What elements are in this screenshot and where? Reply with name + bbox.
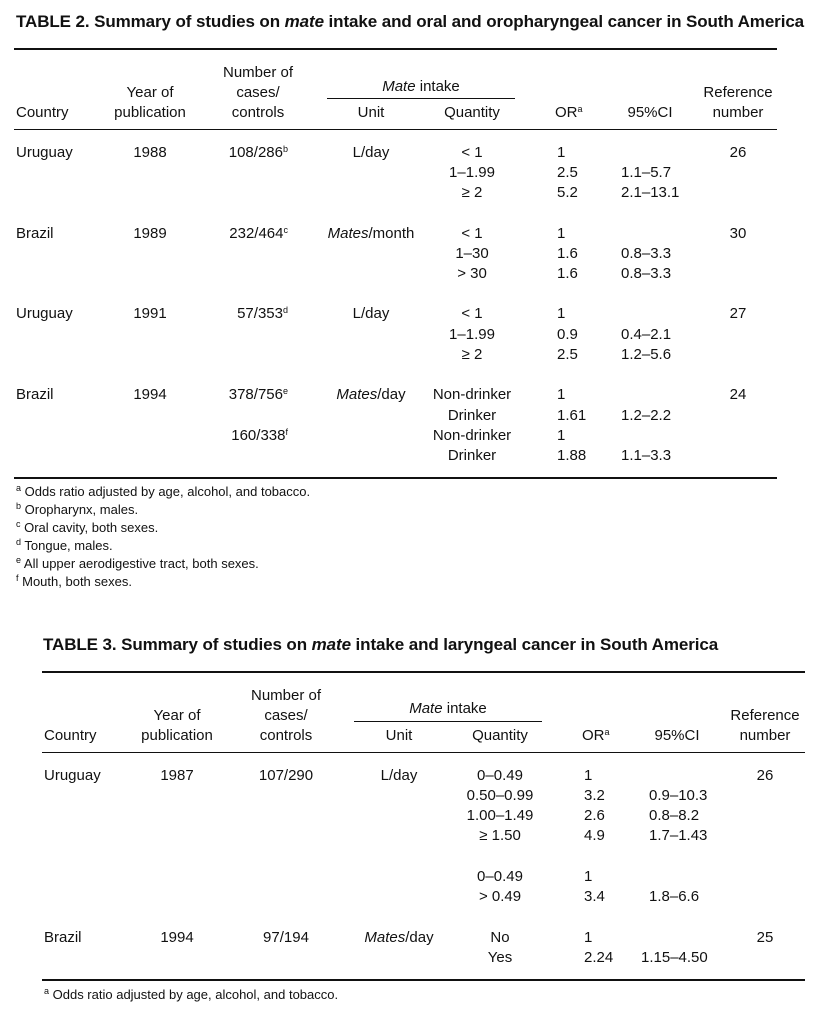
table2-top-rule (14, 48, 777, 50)
t3-row1-quantity: 0.50–0.99 (466, 787, 534, 804)
t3-row1-quantity-alt: 0–0.49 (477, 868, 523, 885)
t2-row3-ci: 0.4–2.1 (621, 326, 672, 343)
t2-row2-ci: 0.8–3.3 (621, 245, 672, 262)
t2-row3-ci: 1.2–5.6 (621, 346, 672, 363)
t2-row2-quantity: > 30 (457, 265, 487, 282)
t2-row3-or: 2.5 (557, 346, 578, 363)
t2-row1-ci: 2.1–13.1 (621, 184, 680, 201)
t3-row2-or: 2.24 (584, 949, 614, 966)
t3-header-ci: 95%CI (654, 727, 700, 744)
t3-row2-country: Brazil (44, 929, 82, 946)
t2-row4-or: 1.88 (557, 447, 587, 464)
t2-row4-quantity: Non-drinker (432, 386, 512, 403)
t2-header-reference-line1: Reference (703, 84, 773, 101)
table2-header-rule (14, 129, 777, 130)
t3-header-reference-line1: Reference (730, 707, 800, 724)
t3-header-number-line1: Number of (250, 687, 322, 704)
t3-header-quantity: Quantity (472, 727, 528, 744)
t2-row4-ci: 1.2–2.2 (621, 407, 672, 424)
t2-row4-unit: Mates/day (336, 386, 406, 403)
t3-row1-cases: 107/290 (258, 767, 314, 784)
t2-header-year-line2: publication (114, 104, 186, 121)
t3-row1-quantity: ≥ 1.50 (479, 827, 521, 844)
t2-header-mate-intake: Mate intake (382, 78, 460, 95)
t3-row1-year: 1987 (160, 767, 194, 784)
t2-row1-or: 2.5 (557, 164, 578, 181)
table2-title: TABLE 2. Summary of studies on mate intake and oral and oropharyngeal cancer in South America (16, 12, 805, 31)
t3-header-mate-intake: Mate intake (409, 700, 487, 717)
t3-row2-ci: 1.15–4.50 (641, 949, 708, 966)
t2-header-number-line3: controls (231, 104, 285, 121)
t3-row1-or: 4.9 (584, 827, 605, 844)
t2-header-ci: 95%CI (627, 104, 673, 121)
t2-row4-reference: 24 (729, 386, 747, 403)
t3-header-number-line2: cases/ (264, 707, 308, 724)
t2-row2-year: 1989 (133, 225, 167, 242)
t3-row1-or: 1 (584, 767, 593, 784)
t3-header-year-line2: publication (141, 727, 213, 744)
t3-row2-quantity: No (490, 929, 510, 946)
t3-row1-or: 3.2 (584, 787, 605, 804)
t2-row3-country: Uruguay (16, 305, 73, 322)
t2-row4-country: Brazil (16, 386, 54, 403)
t3-header-year-line1: Year of (153, 707, 201, 724)
t2-header-unit: Unit (357, 104, 385, 121)
t2-row4-cases: 378/756e (228, 386, 288, 403)
table3-bottom-rule (42, 979, 805, 981)
t3-row1-ci: 0.8–8.2 (649, 807, 700, 824)
t2-row1-or: 5.2 (557, 184, 578, 201)
t2-header-year-line1: Year of (126, 84, 174, 101)
t2-row2-quantity: 1–30 (455, 245, 489, 262)
t2-mate-intake-rule (327, 98, 515, 99)
t2-row4-or: 1 (557, 427, 566, 444)
table3-header-rule (42, 752, 805, 753)
t3-footnote-a: $^a$ Odds ratio adjusted by age, alcohol, and tobacco. (44, 986, 339, 1002)
t2-footnote-d: $^d$ Tongue, males. (16, 537, 113, 553)
t2-header-quantity: Quantity (444, 104, 500, 121)
t2-header-number-line2: cases/ (236, 84, 280, 101)
t3-row1-country: Uruguay (44, 767, 101, 784)
t2-row4-cases-second: 160/338$^f$ (231, 427, 288, 444)
t2-header-reference-line2: number (712, 104, 764, 121)
t2-header-or: $OR^a$ (555, 104, 583, 121)
t2-row1-reference: 26 (729, 144, 747, 161)
t2-row4-quantity: Drinker (447, 407, 497, 424)
t2-row3-quantity: 1–1.99 (449, 326, 495, 343)
t3-row1-unit: L/day (380, 767, 418, 784)
t2-row2-or: 1.6 (557, 245, 578, 262)
table3-title: TABLE 3. Summary of studies on mate intake and laryngeal cancer in South America (43, 635, 719, 654)
t3-row2-unit: Mates/day (364, 929, 434, 946)
t2-row1-or: 1 (557, 144, 566, 161)
t2-header-country: Country (16, 104, 69, 121)
t2-row4-or: 1 (557, 386, 566, 403)
t3-row1-quantity-alt: > 0.49 (478, 888, 522, 905)
t2-row3-cases: 57/353$^d$ (237, 305, 288, 322)
t2-row2-or: 1.6 (557, 265, 578, 282)
t2-footnote-a: $^a$ Odds ratio adjusted by age, alcohol, and tobacco. (16, 483, 311, 499)
t2-row2-quantity: < 1 (461, 225, 483, 242)
t2-header-number-line1: Number of (222, 64, 294, 81)
t2-footnote-e: $^e$ All upper aerodigestive tract, both sexes. (16, 555, 259, 571)
t3-row1-or-alt: 3.4 (584, 888, 605, 905)
t3-row1-ci: 0.9–10.3 (649, 787, 708, 804)
t2-row4-or: 1.61 (557, 407, 587, 424)
t2-row4-quantity: Non-drinker (432, 427, 512, 444)
t2-footnote-c: $^c$ Oral cavity, both sexes. (16, 519, 159, 535)
t2-row3-or: 0.9 (557, 326, 578, 343)
t3-row2-or: 1 (584, 929, 593, 946)
t2-row1-year: 1988 (133, 144, 167, 161)
t2-row2-or: 1 (557, 225, 566, 242)
t2-row2-country: Brazil (16, 225, 54, 242)
t3-row1-quantity: 1.00–1.49 (466, 807, 534, 824)
t3-row1-quantity: 0–0.49 (477, 767, 523, 784)
t2-row1-quantity: ≥ 2 (461, 184, 483, 201)
t2-row3-quantity: < 1 (461, 305, 483, 322)
t2-row3-quantity: ≥ 2 (461, 346, 483, 363)
t2-row2-reference: 30 (729, 225, 747, 242)
t2-row2-unit: Mates/month (327, 225, 415, 242)
t3-row2-cases: 97/194 (263, 929, 309, 946)
t2-row1-ci: 1.1–5.7 (621, 164, 672, 181)
t3-row1-ci: 1.7–1.43 (649, 827, 708, 844)
t2-row4-quantity: Drinker (447, 447, 497, 464)
t3-row2-quantity: Yes (487, 949, 513, 966)
t3-header-number-line3: controls (259, 727, 313, 744)
t2-row3-unit: L/day (352, 305, 390, 322)
t3-header-reference-line2: number (739, 727, 791, 744)
t3-mate-intake-rule (354, 721, 542, 722)
t2-row1-unit: L/day (352, 144, 390, 161)
t2-row3-reference: 27 (729, 305, 747, 322)
t2-row4-ci: 1.1–3.3 (621, 447, 672, 464)
t2-row2-cases: 232/464$^c$ (229, 225, 288, 242)
table3-top-rule (42, 671, 805, 673)
t3-row1-reference: 26 (756, 767, 774, 784)
t2-footnote-b: $^b$ Oropharynx, males. (16, 501, 139, 517)
t2-row1-country: Uruguay (16, 144, 73, 161)
t3-row1-ci-alt: 1.8–6.6 (649, 888, 700, 905)
t2-row3-year: 1991 (133, 305, 167, 322)
t3-row2-reference: 25 (756, 929, 774, 946)
table2-bottom-rule (14, 477, 777, 479)
t3-row1-or-alt: 1 (584, 868, 593, 885)
t3-row1-or: 2.6 (584, 807, 605, 824)
t3-header-country: Country (44, 727, 97, 744)
t2-row1-quantity: < 1 (461, 144, 483, 161)
t3-header-or: $OR^a$ (582, 727, 610, 744)
t2-row4-year: 1994 (133, 386, 167, 403)
t2-row2-ci: 0.8–3.3 (621, 265, 672, 282)
t2-footnote-f: $^f$ Mouth, both sexes. (16, 573, 132, 589)
t2-row3-or: 1 (557, 305, 566, 322)
t2-row1-cases: 108/286$^b$ (228, 144, 288, 161)
t2-row1-quantity: 1–1.99 (449, 164, 495, 181)
t3-header-unit: Unit (385, 727, 413, 744)
t3-row2-year: 1994 (160, 929, 194, 946)
